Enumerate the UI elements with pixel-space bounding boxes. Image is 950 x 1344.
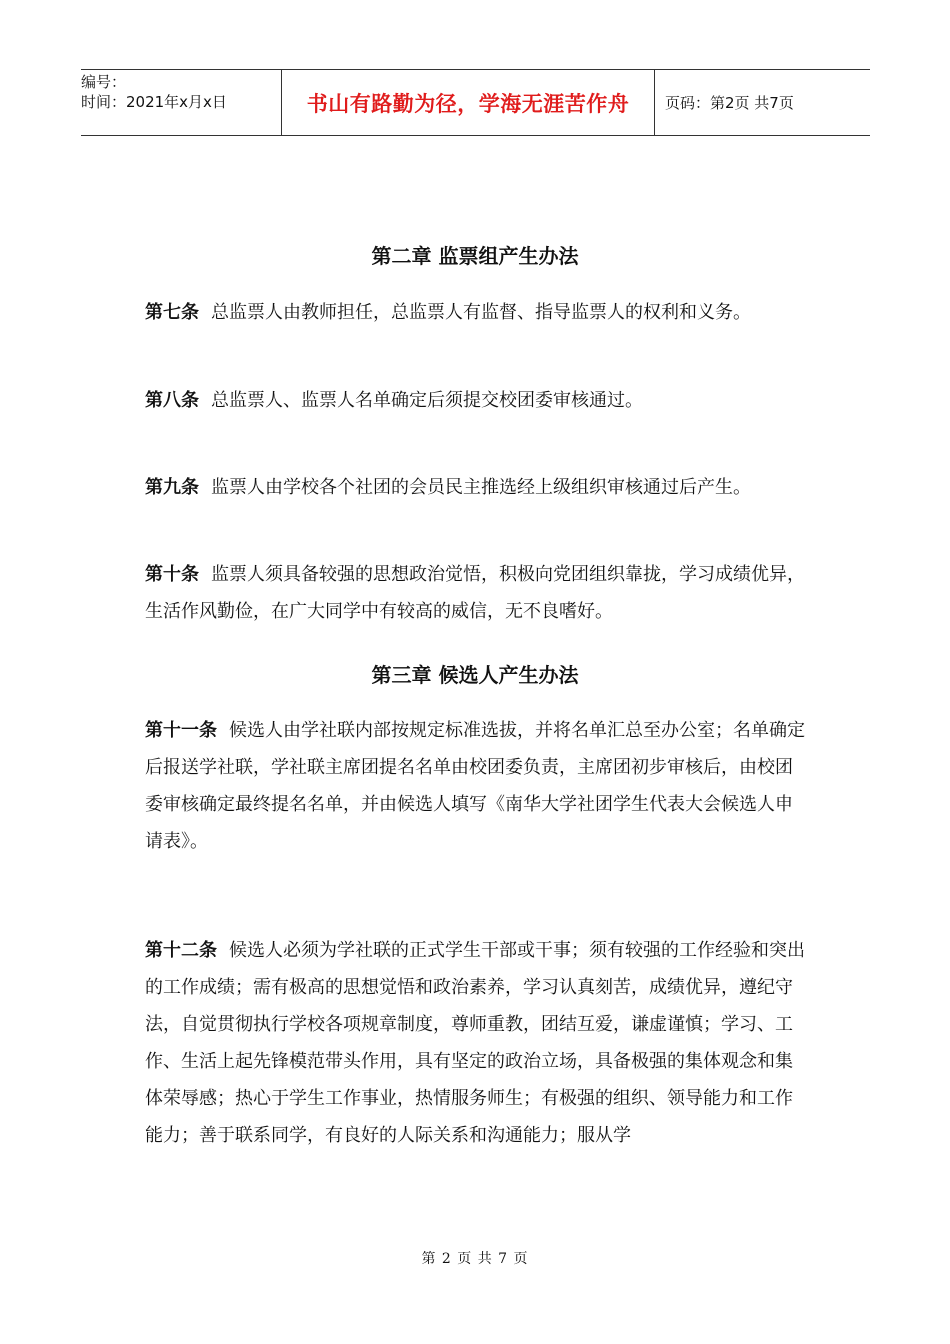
article-text: 候选人必须为学社联的正式学生干部或干事；须有较强的工作经验和突出的工作成绩；需有极高的思想觉悟和政治素养，学习认真刻苦，成绩优异，遵纪守法，自觉贯彻执行学校各项规章制度，尊师重教，团结互爱，谦虚谨慎；学习、工作、生活上起先锋模范带头作用，具有坚定的政治立场，具备极强的集体观念和集体荣辱感；热心于学生工作事业，热情服务师生；有极强的组织、领导能力和工作能力；善于联系同学，有良好的人际关系和沟通能力；服从学: [145, 940, 805, 1146]
header-motto: 书山有路勤为径，学海无涯苦作舟: [281, 70, 655, 135]
article-text: 监票人由学校各个社团的会员民主推选经上级组织审核通过后产生。: [211, 477, 751, 498]
article-9: [145, 469, 810, 506]
article-label: 第十条: [145, 564, 199, 585]
article-text: 候选人由学社联内部按规定标准选拔，并将名单汇总至办公室；名单确定后报送学社联，学社联主席团提名名单由校团委负责，主席团初步审核后，由校团委审核确定最终提名名单，并由候选人填写《南华大学社团学生代表大会候选人申请表》。: [145, 720, 805, 852]
article-text: 总监票人由教师担任，总监票人有监督、指导监票人的权利和义务。: [211, 302, 751, 323]
doc-time-label: 时间：2021年x月x日: [81, 93, 227, 111]
article-label: 第七条: [145, 302, 199, 323]
header-page-info: [653, 70, 870, 135]
article-text: 总监票人、监票人名单确定后须提交校团委审核通过。: [211, 390, 643, 411]
article-11: [145, 712, 810, 860]
article-text: 监票人须具备较强的思想政治觉悟，积极向党团组织靠拢，学习成绩优异，生活作风勤俭，在广大同学中有较高的威信，无不良嗜好。: [145, 564, 805, 622]
article-label: 第九条: [145, 477, 199, 498]
chapter-title: 第二章 监票组产生办法: [371, 244, 579, 268]
article-12: [145, 932, 810, 1154]
header-meta: [81, 70, 281, 137]
article-10: [145, 556, 810, 630]
article-7: [145, 294, 810, 331]
article-8: [145, 382, 810, 419]
page-footer: 第 2 页 共 7 页: [421, 1251, 529, 1267]
article-label: 第十二条: [145, 940, 217, 961]
article-label: 第八条: [145, 390, 199, 411]
page-header: [81, 69, 870, 136]
chapter-title: 第三章 候选人产生办法: [371, 663, 579, 687]
doc-number-label: 编号：: [81, 73, 127, 91]
header-page-label: 页码：第2页 共7页: [665, 94, 794, 112]
article-label: 第十一条: [145, 720, 217, 741]
